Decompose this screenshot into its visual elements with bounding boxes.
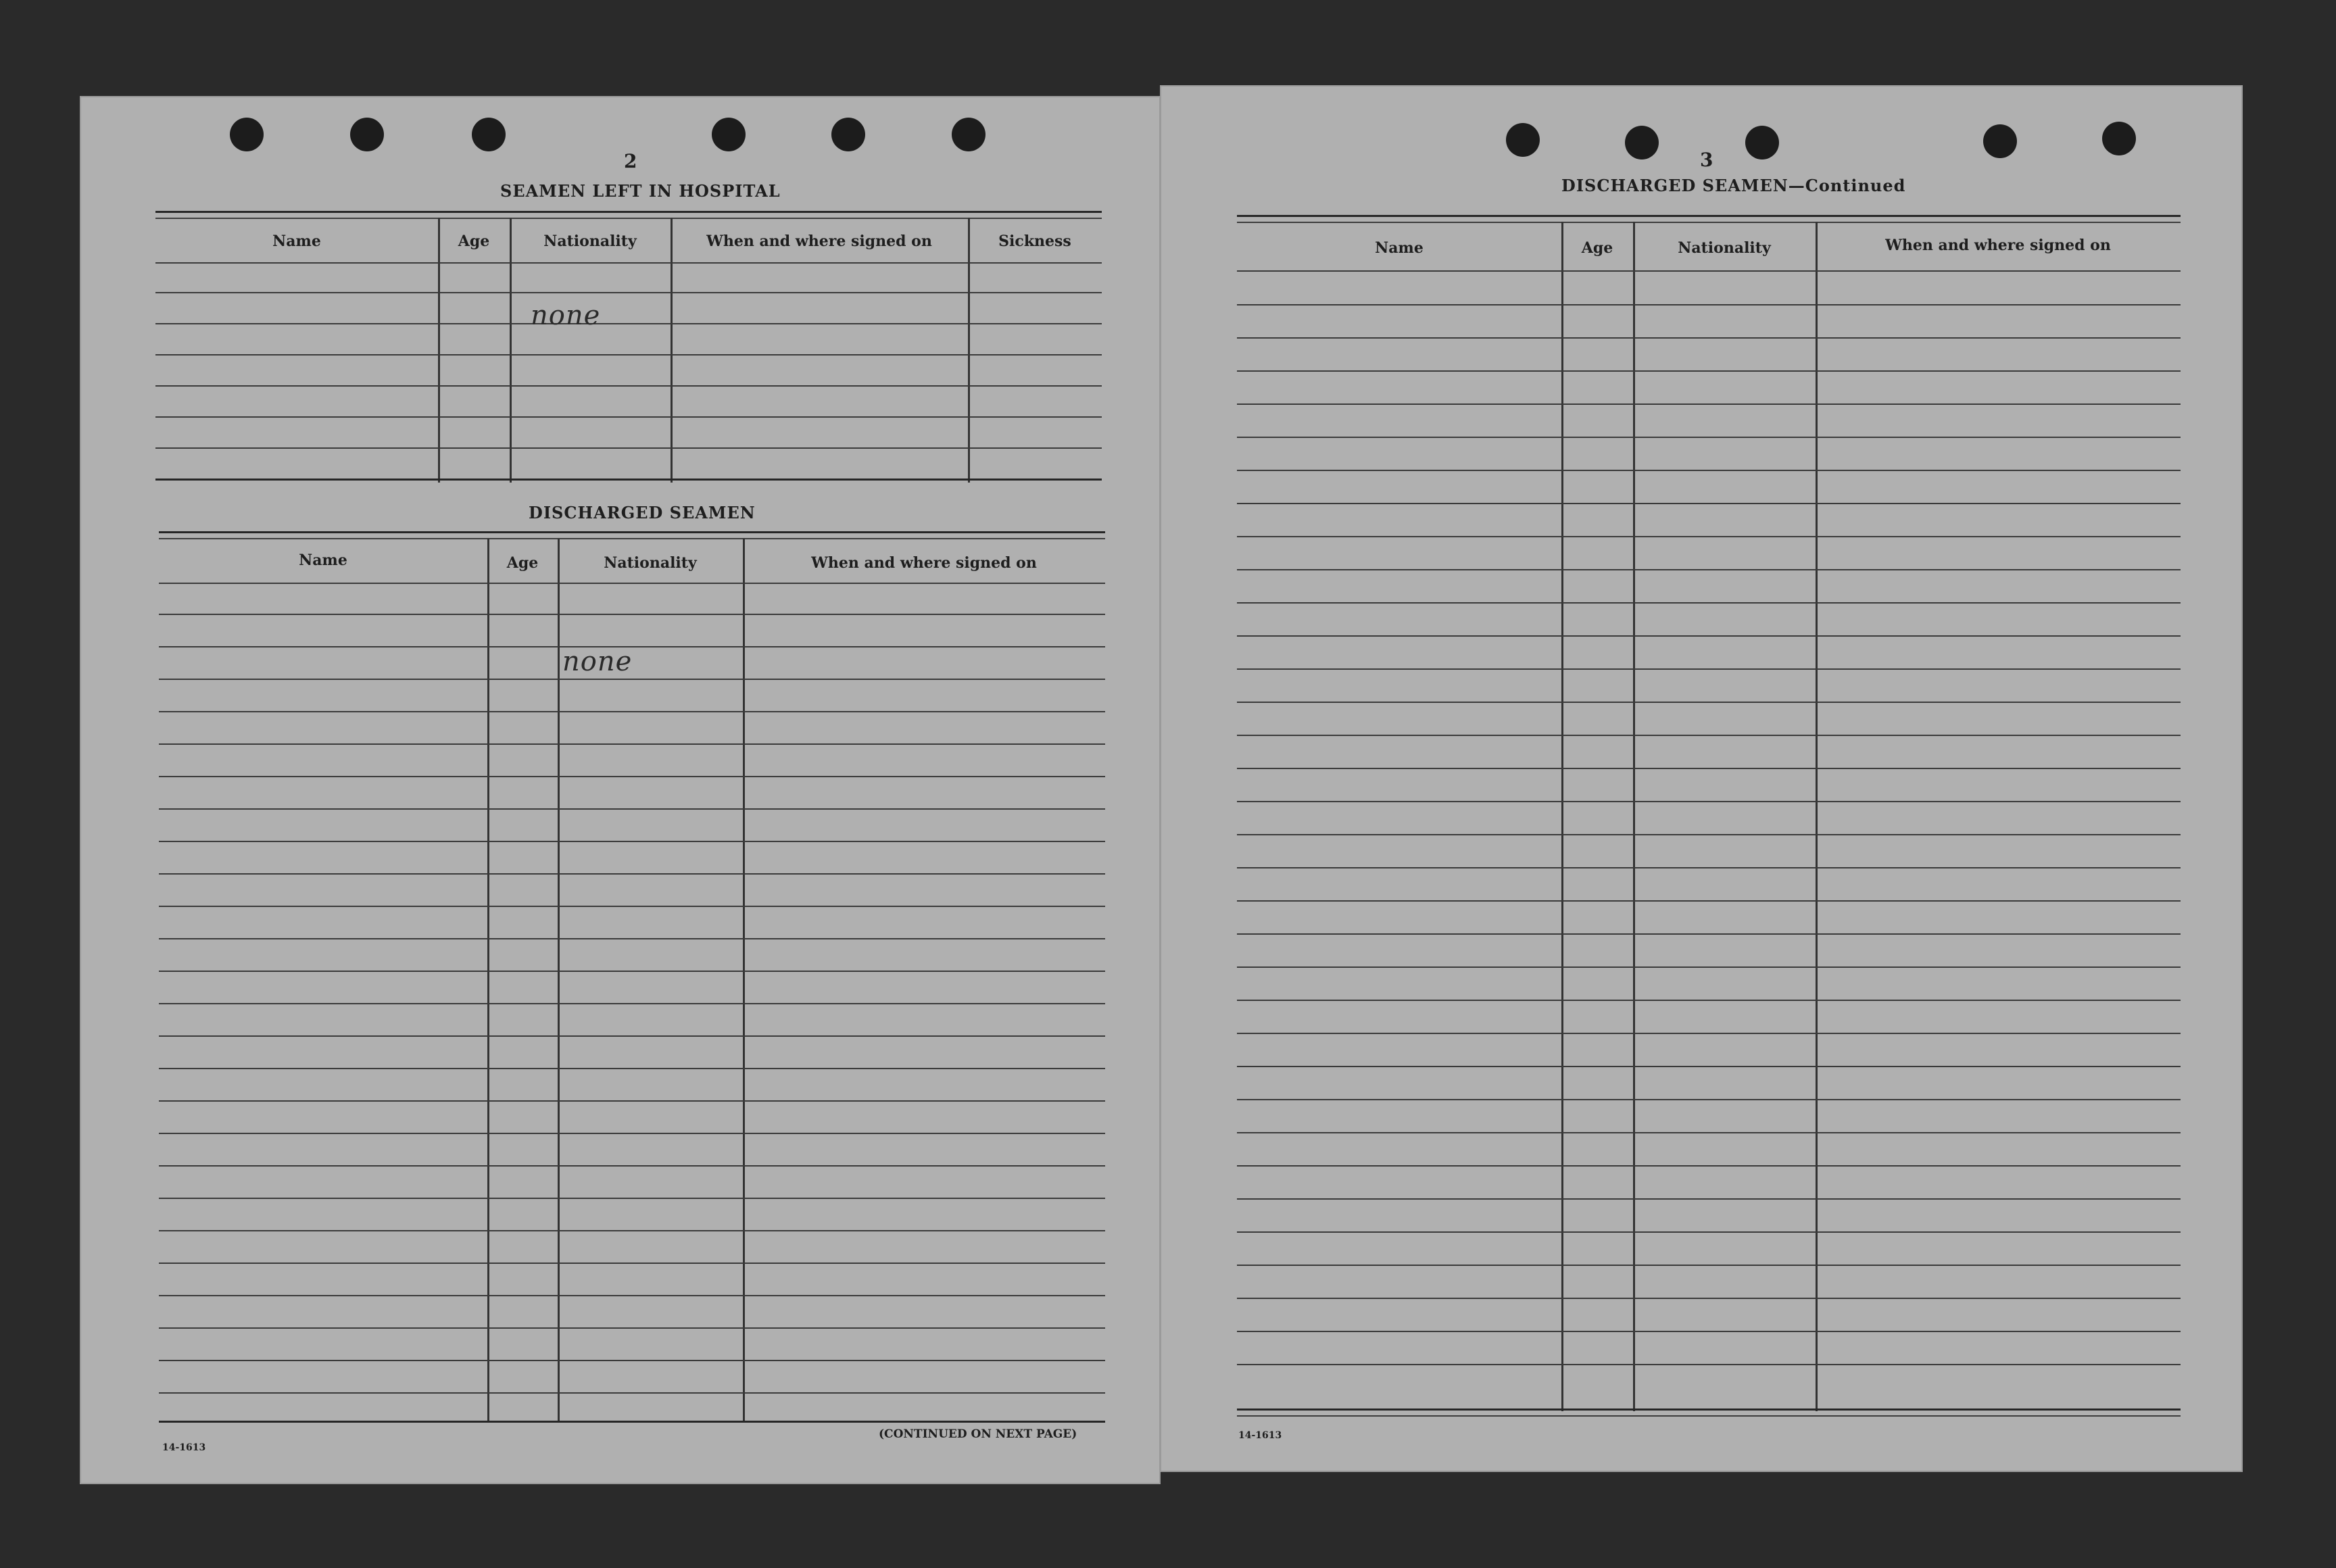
col-header-signed-on: When and where signed on — [1885, 237, 2111, 254]
form-number: 14-1613 — [162, 1442, 206, 1453]
hospital-section-title: SEAMEN LEFT IN HOSPITAL — [500, 181, 781, 201]
col-header-age: Age — [1581, 239, 1613, 257]
punch-hole-icon — [712, 118, 746, 151]
form-number: 14-1613 — [1238, 1430, 1282, 1441]
left-page — [81, 97, 1159, 1483]
punch-hole-icon — [1506, 123, 1540, 157]
punch-hole-icon — [472, 118, 506, 151]
discharged-section-title: DISCHARGED SEAMEN — [529, 503, 756, 522]
col-header-sickness: Sickness — [998, 232, 1071, 250]
col-header-signed-on: When and where signed on — [811, 554, 1037, 572]
punch-hole-icon — [1983, 124, 2017, 158]
punch-hole-icon — [350, 118, 384, 151]
hospital-table — [155, 211, 1102, 483]
col-header-name: Name — [299, 552, 347, 569]
page-number: 2 — [624, 150, 637, 172]
punch-hole-icon — [1625, 126, 1659, 160]
col-header-age: Age — [458, 232, 490, 250]
page-number: 3 — [1700, 149, 1713, 171]
right-page — [1161, 87, 2241, 1471]
col-header-signed-on: When and where signed on — [706, 232, 932, 250]
handwritten-entry-discharged: none — [562, 646, 633, 677]
punch-hole-icon — [831, 118, 865, 151]
discharged-continued-title: DISCHARGED SEAMEN—Continued — [1561, 176, 1906, 195]
continued-note: (CONTINUED ON NEXT PAGE) — [879, 1427, 1077, 1441]
punch-hole-icon — [1745, 126, 1779, 160]
col-header-nationality: Nationality — [1678, 239, 1771, 257]
col-header-nationality: Nationality — [543, 232, 637, 250]
punch-hole-icon — [2102, 122, 2136, 155]
punch-hole-icon — [230, 118, 264, 151]
discharged-continued-table — [1237, 215, 2181, 1418]
handwritten-entry-hospital: none — [531, 300, 601, 331]
col-header-name: Name — [272, 232, 321, 250]
punch-hole-icon — [952, 118, 986, 151]
col-header-nationality: Nationality — [604, 554, 697, 572]
col-header-name: Name — [1375, 239, 1424, 257]
col-header-age: Age — [506, 554, 539, 572]
